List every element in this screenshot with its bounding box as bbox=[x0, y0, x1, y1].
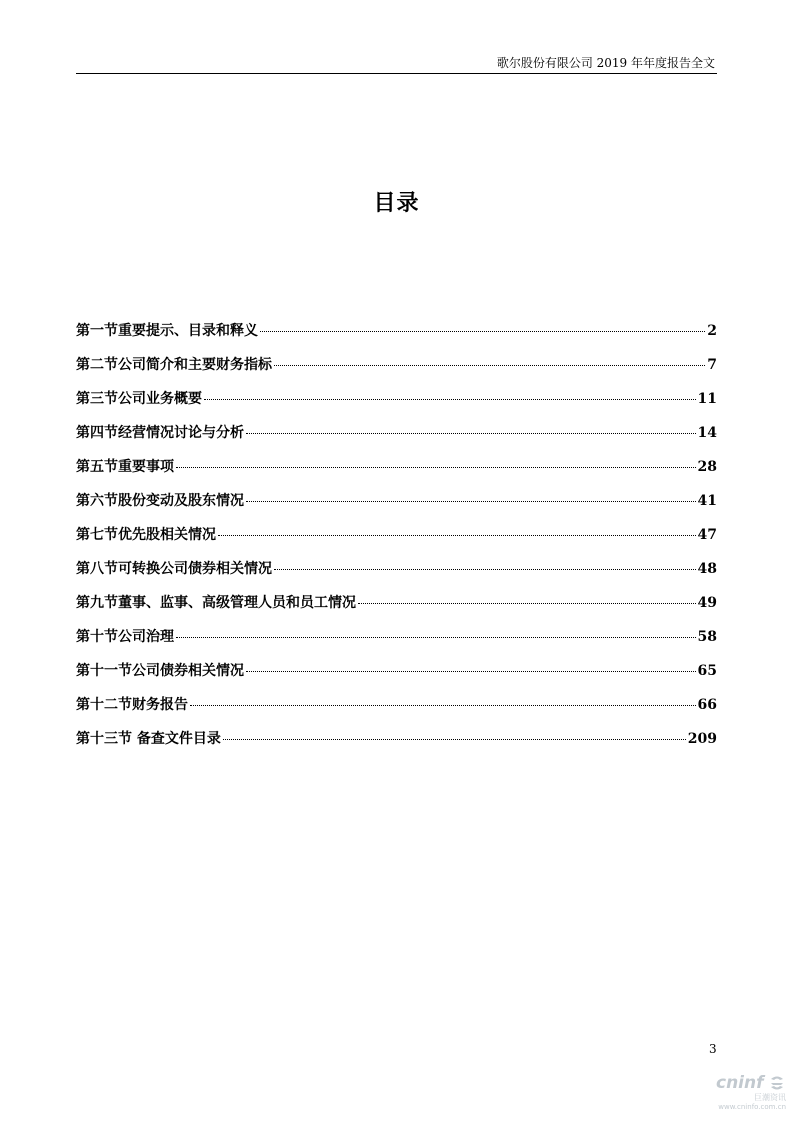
toc-entry[interactable] bbox=[76, 728, 717, 762]
toc-dot-leader bbox=[223, 739, 686, 740]
toc-entry-label: 第十一节公司债券相关情况 bbox=[76, 663, 244, 679]
page-number: 3 bbox=[709, 1042, 717, 1056]
toc-dot-leader bbox=[274, 569, 696, 570]
toc-entry[interactable] bbox=[76, 354, 717, 388]
toc-entry-page: 7 bbox=[707, 357, 717, 373]
watermark-subtitle: 巨潮资讯 bbox=[754, 1093, 786, 1102]
toc-entry-page: 11 bbox=[697, 391, 717, 407]
toc-entry-label: 第十节公司治理 bbox=[76, 629, 174, 645]
watermark-brand: cninf bbox=[716, 1073, 764, 1093]
toc-entry[interactable] bbox=[76, 388, 717, 422]
toc-entry[interactable] bbox=[76, 320, 717, 354]
toc-dot-leader bbox=[176, 637, 696, 638]
toc-entry-page: 28 bbox=[697, 459, 717, 475]
toc-entry[interactable] bbox=[76, 422, 717, 456]
toc-entry-page: 14 bbox=[697, 425, 717, 441]
toc-entry-page: 48 bbox=[697, 561, 717, 577]
table-of-contents bbox=[76, 320, 717, 762]
toc-entry-page: 47 bbox=[697, 527, 717, 543]
toc-dot-leader bbox=[246, 433, 696, 434]
toc-dot-leader bbox=[204, 399, 696, 400]
toc-entry-page: 2 bbox=[707, 323, 717, 339]
toc-entry-label: 第七节优先股相关情况 bbox=[76, 527, 216, 543]
toc-entry[interactable] bbox=[76, 660, 717, 694]
toc-entry-label: 第十二节财务报告 bbox=[76, 697, 188, 713]
toc-dot-leader bbox=[274, 365, 705, 366]
toc-title: 目录 bbox=[373, 190, 420, 216]
toc-dot-leader bbox=[246, 671, 696, 672]
toc-dot-leader bbox=[190, 705, 696, 706]
toc-entry-page: 49 bbox=[697, 595, 717, 611]
toc-entry[interactable] bbox=[76, 592, 717, 626]
toc-entry-label: 第一节重要提示、目录和释义 bbox=[76, 323, 258, 339]
toc-entry-page: 209 bbox=[687, 731, 717, 747]
toc-entry-page: 41 bbox=[697, 493, 717, 509]
toc-dot-leader bbox=[260, 331, 705, 332]
toc-entry-label: 第二节公司简介和主要财务指标 bbox=[76, 357, 272, 373]
toc-entry-label: 第九节董事、监事、高级管理人员和员工情况 bbox=[76, 595, 356, 611]
watermark-url: www.cninfo.com.cn bbox=[718, 1103, 786, 1111]
toc-entry-label: 第八节可转换公司债券相关情况 bbox=[76, 561, 272, 577]
toc-entry[interactable] bbox=[76, 694, 717, 728]
toc-dot-leader bbox=[246, 501, 696, 502]
toc-entry-label: 第五节重要事项 bbox=[76, 459, 174, 475]
toc-entry-label: 第十三节 备查文件目录 bbox=[76, 731, 221, 747]
toc-dot-leader bbox=[176, 467, 696, 468]
toc-entry-page: 66 bbox=[697, 697, 717, 713]
toc-dot-leader bbox=[358, 603, 696, 604]
cninfo-watermark bbox=[716, 1074, 788, 1114]
toc-entry[interactable] bbox=[76, 626, 717, 660]
toc-dot-leader bbox=[218, 535, 696, 536]
report-header-title: 歌尔股份有限公司 2019 年年度报告全文 bbox=[496, 56, 715, 70]
toc-entry[interactable] bbox=[76, 456, 717, 490]
toc-entry-page: 65 bbox=[697, 663, 717, 679]
toc-entry-label: 第六节股份变动及股东情况 bbox=[76, 493, 244, 509]
header-divider bbox=[76, 73, 717, 74]
toc-entry[interactable] bbox=[76, 490, 717, 524]
toc-entry[interactable] bbox=[76, 558, 717, 592]
toc-entry[interactable] bbox=[76, 524, 717, 558]
toc-entry-page: 58 bbox=[697, 629, 717, 645]
toc-entry-label: 第四节经营情况讨论与分析 bbox=[76, 425, 244, 441]
toc-entry-label: 第三节公司业务概要 bbox=[76, 391, 202, 407]
cninfo-logo-icon bbox=[768, 1075, 786, 1091]
